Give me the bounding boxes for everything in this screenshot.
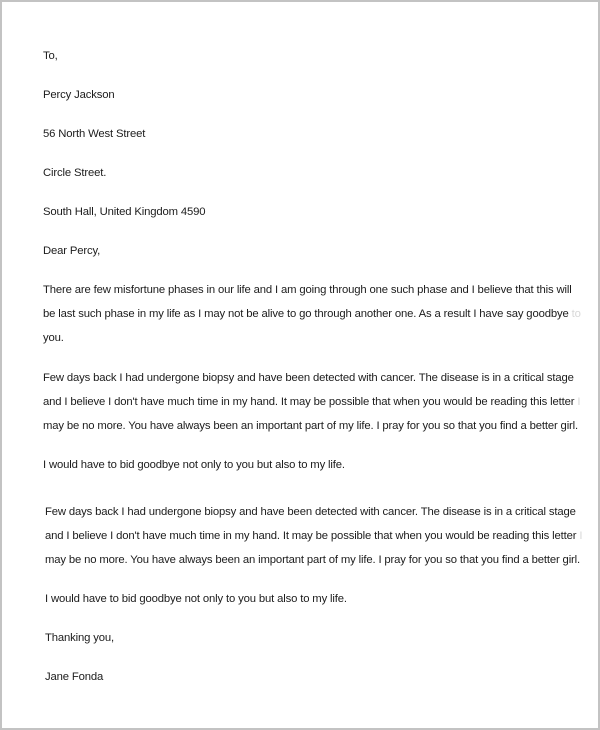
paragraph-1-line: There are few misfortune phases in our life and I am going through one such phase and I believe that this will — [43, 284, 572, 296]
recipient-address-line2: Circle Street. — [43, 167, 107, 179]
clipped-word: I — [577, 396, 581, 408]
recipient-address-line3: South Hall, United Kingdom 4590 — [43, 206, 206, 218]
paragraph-4-line: Few days back I had undergone biopsy and have been detected with cancer. The disease is in a critical stage — [45, 506, 576, 518]
paragraph-3: I would have to bid goodbye not only to you but also to my life. — [43, 459, 345, 471]
paragraph-2-line-text: and I believe I don't have much time in my hand. It may be possible that when you would be reading this letter — [43, 396, 575, 408]
paragraph-2-line: may be no more. You have always been an important part of my life. I pray for you so that you find a better girl. — [43, 420, 579, 432]
paragraph-5: I would have to bid goodbye not only to you but also to my life. — [45, 593, 347, 605]
greeting: Dear Percy, — [43, 245, 101, 257]
clipped-word: I — [579, 530, 583, 542]
recipient-address-line1: 56 North West Street — [43, 128, 146, 140]
signature: Jane Fonda — [45, 671, 104, 683]
paragraph-1-line-text: be last such phase in my life as I may not be alive to go through another one. As a result I have say goodbye — [43, 308, 569, 320]
recipient-name: Percy Jackson — [43, 89, 115, 101]
paragraph-4-line — [45, 529, 582, 543]
paragraph-1-line — [43, 307, 581, 321]
paragraph-2-line: Few days back I had undergone biopsy and have been detected with cancer. The disease is in a critical stage — [43, 372, 574, 384]
paragraph-4-line: may be no more. You have always been an important part of my life. I pray for you so that you find a better girl. — [45, 554, 581, 566]
clipped-word: to — [571, 308, 581, 320]
paragraph-4-line-text: and I believe I don't have much time in my hand. It may be possible that when you would be reading this letter — [45, 530, 577, 542]
salutation-to: To, — [43, 50, 58, 62]
paragraph-1-line: you. — [43, 332, 64, 344]
paragraph-2-line — [43, 395, 580, 409]
closing: Thanking you, — [45, 632, 115, 644]
